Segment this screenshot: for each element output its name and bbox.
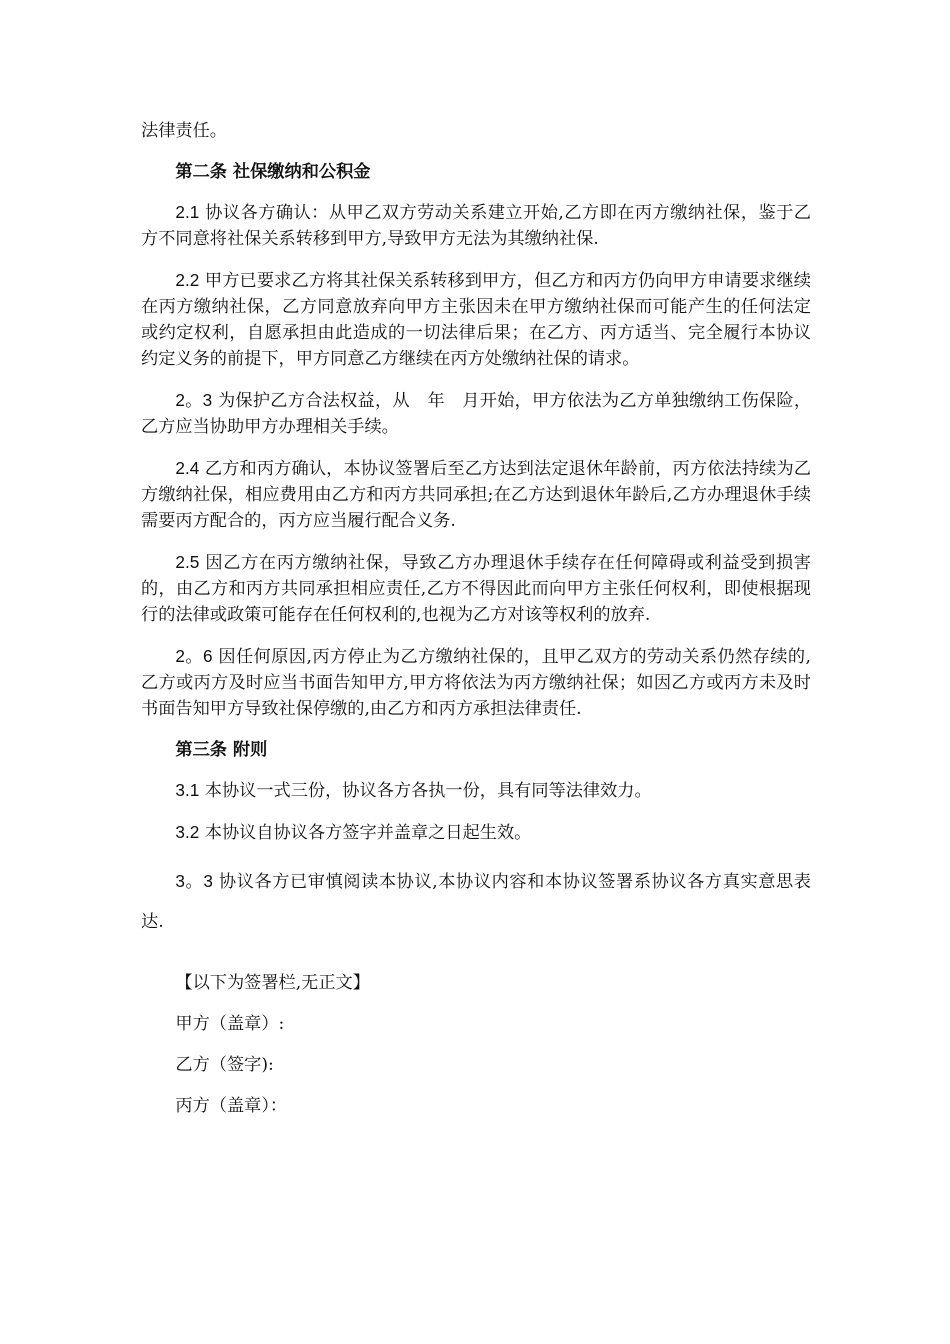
clause-number: 3。3	[175, 871, 213, 891]
clause-3-1	[141, 777, 811, 804]
document-body	[141, 118, 811, 1119]
article-2-heading: 第二条 社保缴纳和公积金	[175, 162, 371, 182]
signature-party-b: 乙方（签字):	[175, 1055, 274, 1075]
clause-2-2	[141, 267, 811, 372]
clause-number: 3.1	[175, 780, 200, 800]
clause-number: 2。6	[175, 646, 213, 666]
clause-3-3	[141, 861, 811, 942]
clause-number: 2.1	[175, 202, 200, 222]
clause-number: 2.5	[175, 552, 200, 572]
clause-number: 3.2	[175, 822, 200, 842]
clause-2-4	[141, 455, 811, 534]
clause-number: 2.4	[175, 458, 200, 478]
article-3-heading: 第三条 附则	[175, 740, 268, 760]
clause-text: 因任何原因,丙方停止为乙方缴纳社保的，且甲乙双方的劳动关系仍然存续的,乙方或丙方及时应当书面告知甲方,甲方将依法为丙方缴纳社保；如因乙方或丙方未及时书面告知甲方导致社保停缴的,由乙方和丙方承担法律责任.	[141, 647, 811, 719]
signature-header: 【以下为签署栏,无正文】	[175, 973, 370, 993]
clause-text: 甲方已要求乙方将其社保关系转移到甲方，但乙方和丙方仍向甲方申请要求继续在丙方缴纳社保，乙方同意放弃向甲方主张因未在甲方缴纳社保而可能产生的任何法定或约定权利，自愿承担由此造成的一切法律后果；在乙方、丙方适当、完全履行本协议约定义务的前提下，甲方同意乙方继续在丙方处缴纳社保的请求。	[141, 271, 811, 369]
clause-number: 2.2	[175, 270, 200, 290]
continuation-text: 法律责任。	[141, 121, 227, 141]
clause-text: 乙方和丙方确认，本协议签署后至乙方达到法定退休年龄前，丙方依法持续为乙方缴纳社保，相应费用由乙方和丙方共同承担;在乙方达到退休年龄后,乙方办理退休手续需要丙方配合的，丙方应当履行配合义务.	[141, 459, 811, 531]
clause-text: 本协议自协议各方签字并盖章之日起生效。	[199, 823, 532, 843]
clause-2-1	[141, 199, 811, 252]
clause-text: 协议各方确认：从甲乙双方劳动关系建立开始,乙方即在丙方缴纳社保，鉴于乙方不同意将社保关系转移到甲方,导致甲方无法为其缴纳社保.	[141, 203, 811, 249]
signature-party-a: 甲方（盖章）:	[175, 1014, 285, 1034]
clause-2-5	[141, 549, 811, 628]
clause-text: 协议各方已审慎阅读本协议,本协议内容和本协议签署系协议各方真实意思表达.	[141, 872, 811, 932]
clause-text: 为保护乙方合法权益，从 年 月开始，甲方依法为乙方单独缴纳工伤保险，乙方应当协助甲方办理相关手续。	[141, 391, 812, 437]
clause-2-3	[141, 387, 811, 440]
clause-text: 本协议一式三份，协议各方各执一份，具有同等法律效力。	[199, 781, 652, 801]
clause-number: 2。3	[175, 390, 213, 410]
clause-2-6	[141, 643, 811, 722]
clause-text: 因乙方在丙方缴纳社保，导致乙方办理退休手续存在任何障碍或利益受到损害的，由乙方和丙方共同承担相应责任,乙方不得因此而向甲方主张任何权利，即使根据现行的法律或政策可能存在任何权利的,也视为乙方对该等权利的放弃.	[141, 553, 811, 625]
clause-3-2	[141, 819, 811, 846]
signature-party-c: 丙方（盖章）：	[175, 1096, 288, 1116]
